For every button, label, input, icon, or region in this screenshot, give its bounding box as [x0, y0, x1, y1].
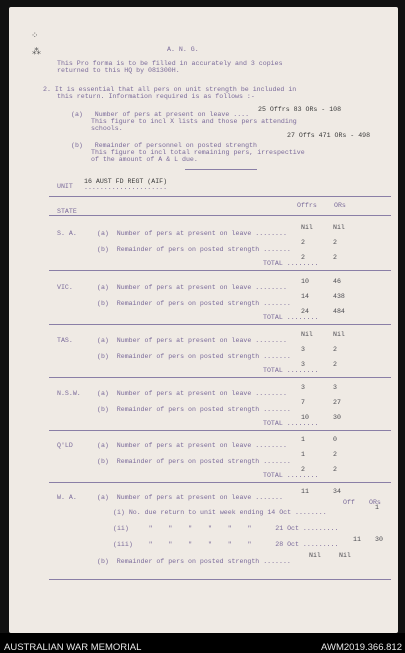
footer-left: AUSTRALIAN WAR MEMORIAL — [4, 642, 142, 653]
posted-ors: 2 — [333, 346, 337, 353]
section-rule — [49, 377, 391, 378]
total-offrs: 2 — [301, 254, 305, 261]
posted-label: (b) Remainder of pers on posted strength ....... — [97, 246, 291, 253]
wa-posted-label: (b) Remainder of pers on posted strength ....... — [97, 558, 291, 565]
state-name: S. A. — [57, 230, 77, 237]
wa-return-row-label: (i) No. due return to unit week ending 14 Oct ........ — [113, 509, 327, 516]
item-a-line-3: schools. — [91, 125, 123, 132]
ink-mark: ⁂ — [32, 47, 41, 57]
total-label: TOTAL ........ — [263, 314, 319, 321]
wa-state-name: W. A. — [57, 494, 77, 501]
state-name: Q'LD — [57, 442, 73, 449]
posted-ors: 2 — [333, 451, 337, 458]
leave-offrs: 3 — [301, 384, 305, 391]
unit-value: 16 AUST FD REGT (AIF) — [84, 178, 168, 185]
total-ors: 30 — [333, 414, 341, 421]
posted-label: (b) Remainder of pers on posted strength ....... — [97, 353, 291, 360]
section-rule — [49, 324, 391, 325]
total-label: TOTAL ........ — [263, 367, 319, 374]
wa-sub-header-ors: ORs — [369, 499, 381, 506]
divider — [185, 169, 257, 170]
posted-ors: 438 — [333, 293, 345, 300]
intro-line-1: This Pro forma is to be filled in accurately and 3 copies — [57, 60, 283, 67]
wa-return-row-label: (ii) " " " " " " 21 Oct ......... — [113, 525, 339, 532]
total-ors: 2 — [333, 254, 337, 261]
unit-dots: ..................... — [84, 184, 168, 191]
section-rule — [49, 270, 391, 271]
footer-right: AWM2019.366.812 — [321, 642, 402, 653]
item-b-line-1: (b) Remainder of personnel on posted strength — [71, 142, 257, 149]
wa-return-row-ors: 1 — [375, 504, 379, 511]
header-rule-bottom — [49, 215, 391, 216]
posted-offrs: 2 — [301, 239, 305, 246]
leave-ors: 46 — [333, 278, 341, 285]
posted-offrs: 3 — [301, 346, 305, 353]
wa-posted-offrs: Nil — [309, 552, 321, 559]
leave-ors: Nil — [333, 331, 345, 338]
wa-return-row-ors: 30 — [375, 536, 383, 543]
item-a-line-1: (a) Number of pers at present on leave .... — [71, 111, 250, 118]
total-label: TOTAL ........ — [263, 420, 319, 427]
wa-leave-offrs: 11 — [301, 488, 309, 495]
para2-line-1: 2. It is essential that all pers on unit strength be included in — [43, 86, 297, 93]
footer-bar — [0, 633, 405, 653]
posted-ors: 27 — [333, 399, 341, 406]
total-label: TOTAL ........ — [263, 472, 319, 479]
wa-leave-label: (a) Number of pers at present on leave ....... — [97, 494, 283, 501]
item-a-annotation: 25 Offrs 83 ORs - 108 — [258, 106, 342, 113]
wa-leave-ors: 34 — [333, 488, 341, 495]
wa-bottom-rule — [49, 579, 391, 580]
leave-label: (a) Number of pers at present on leave ........ — [97, 337, 287, 344]
leave-label: (a) Number of pers at present on leave ........ — [97, 442, 287, 449]
leave-offrs: Nil — [301, 331, 313, 338]
section-rule — [49, 482, 391, 483]
total-offrs: 2 — [301, 466, 305, 473]
item-b-annotation: 27 Offs 471 ORs - 498 — [287, 132, 371, 139]
leave-offrs: 1 — [301, 436, 305, 443]
item-b-line-3: of the amount of A & L due. — [91, 156, 198, 163]
ors-header: ORs — [334, 202, 346, 209]
ink-mark: ⁘ — [31, 31, 39, 41]
total-ors: 2 — [333, 361, 337, 368]
total-offrs: 24 — [301, 308, 309, 315]
total-offrs: 10 — [301, 414, 309, 421]
state-name: VIC. — [57, 284, 73, 291]
section-rule — [49, 430, 391, 431]
wa-posted-ors: Nil — [339, 552, 351, 559]
leave-label: (a) Number of pers at present on leave ........ — [97, 390, 287, 397]
posted-label: (b) Remainder of pers on posted strength ....... — [97, 458, 291, 465]
wa-sub-header-off: Off — [343, 499, 355, 506]
leave-offrs: 10 — [301, 278, 309, 285]
wa-return-row-off: 11 — [353, 536, 361, 543]
state-name: TAS. — [57, 337, 73, 344]
total-label: TOTAL ........ — [263, 260, 319, 267]
leave-offrs: Nil — [301, 224, 313, 231]
state-header: STATE — [57, 208, 77, 215]
header-rule-top — [49, 196, 391, 197]
leave-label: (a) Number of pers at present on leave ........ — [97, 284, 287, 291]
total-ors: 2 — [333, 466, 337, 473]
wa-return-row-label: (iii) " " " " " " 28 Oct ......... — [113, 541, 339, 548]
unit-label: UNIT — [57, 183, 73, 190]
item-a-line-2: This figure to incl X lists and those pers attending — [91, 118, 297, 125]
form-title: A. N. G. — [167, 46, 199, 53]
leave-ors: 0 — [333, 436, 337, 443]
total-offrs: 3 — [301, 361, 305, 368]
leave-label: (a) Number of pers at present on leave ........ — [97, 230, 287, 237]
document-page — [9, 7, 398, 633]
posted-offrs: 14 — [301, 293, 309, 300]
posted-offrs: 1 — [301, 451, 305, 458]
intro-line-2: returned to this HQ by 081300H. — [57, 67, 180, 74]
posted-label: (b) Remainder of pers on posted strength ....... — [97, 406, 291, 413]
posted-label: (b) Remainder of pers on posted strength ....... — [97, 300, 291, 307]
leave-ors: Nil — [333, 224, 345, 231]
offrs-header: Offrs — [297, 202, 317, 209]
state-name: N.S.W. — [57, 390, 81, 397]
posted-offrs: 7 — [301, 399, 305, 406]
posted-ors: 2 — [333, 239, 337, 246]
para2-line-2: this return. Information required is as follows :- — [57, 93, 255, 100]
leave-ors: 3 — [333, 384, 337, 391]
item-b-line-2: This figure to incl total remaining pers, irrespective — [91, 149, 305, 156]
total-ors: 484 — [333, 308, 345, 315]
